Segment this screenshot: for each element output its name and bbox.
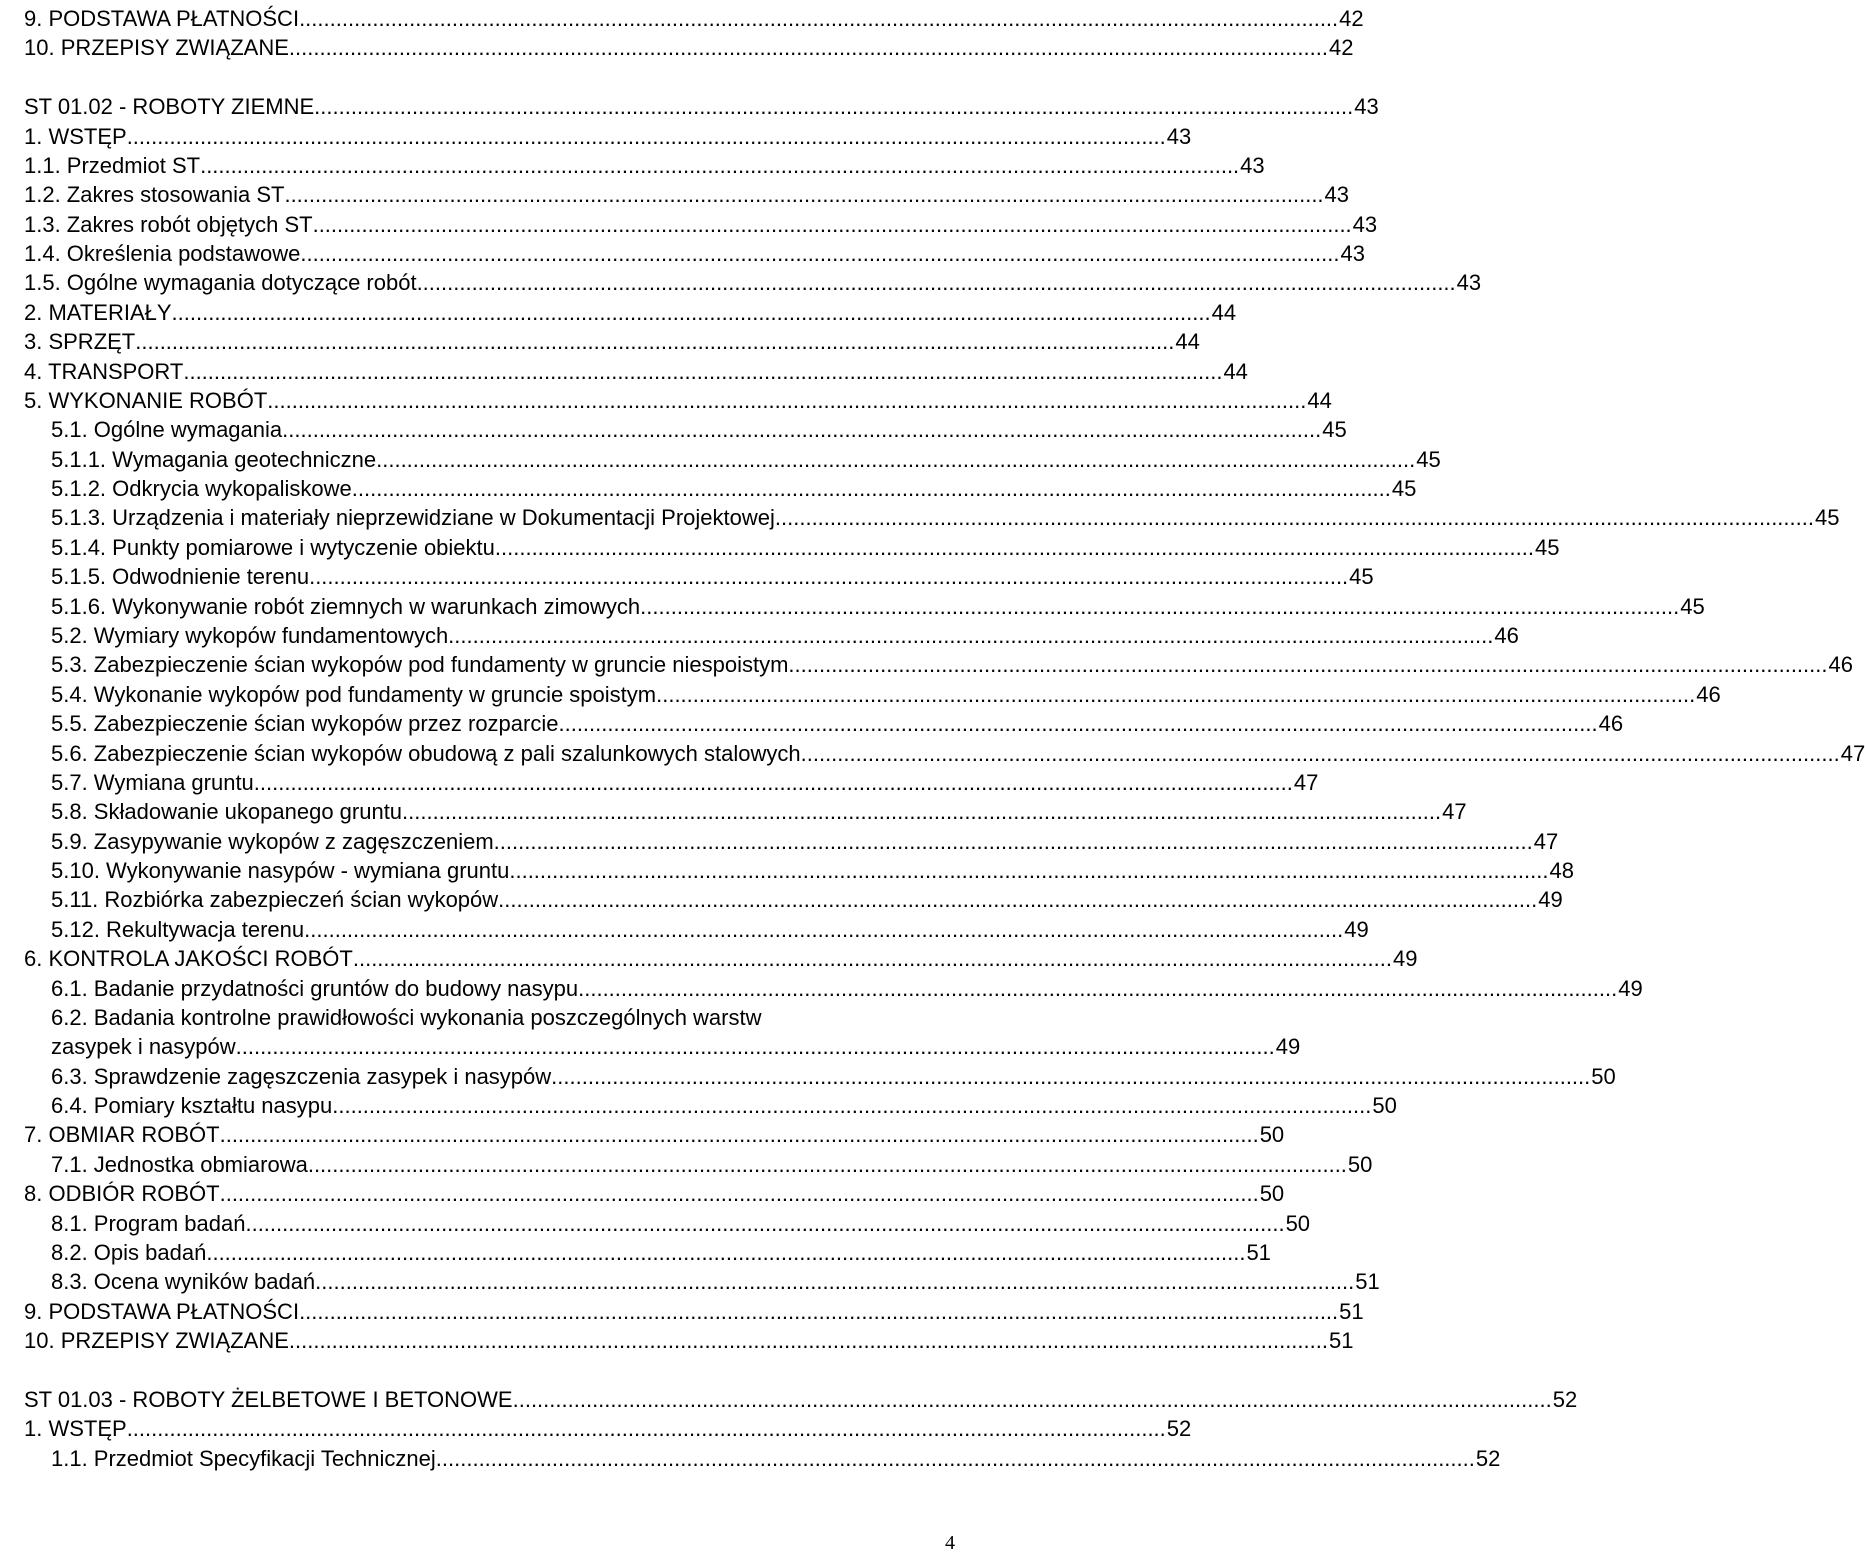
toc-entry-title: 7. OBMIAR ROBÓT [24, 1122, 220, 1148]
toc-entry-page: 49 [1392, 946, 1418, 972]
toc-entry-page: 50 [1591, 1063, 1616, 1089]
dot-leader: .......................................................................................................................................................................... [288, 1328, 1328, 1354]
dot-leader: .......................................................................................................................................................................... [454, 622, 1494, 648]
toc-entry-title: 5.1.6. Wykonywanie robót ziemnych w warunkach zimowych [51, 593, 641, 619]
toc-entry-page: 45 [1814, 505, 1840, 531]
toc-entry[interactable] [0, 239, 1365, 268]
dot-leader: .......................................................................................................................................................................... [376, 446, 1416, 472]
toc-entry-page: 43 [1352, 211, 1378, 237]
dot-leader: .......................................................................................................................................................................... [235, 1034, 1275, 1060]
toc-entry-title: 5.4. Wykonanie wykopów pod fundamenty w gruncie spoistym [51, 681, 657, 707]
toc-entry[interactable] [0, 621, 1519, 650]
toc-entry-page: 47 [1840, 740, 1865, 766]
toc-entry[interactable] [0, 1444, 1501, 1473]
toc-entry[interactable] [0, 650, 1853, 679]
dot-leader: .......................................................................................................................................................................... [498, 887, 1538, 913]
toc-entry[interactable] [0, 1414, 1192, 1443]
toc-entry[interactable] [0, 122, 1192, 151]
toc-entry[interactable] [0, 151, 1265, 180]
toc-entry-title: 9. PODSTAWA PŁATNOŚCI [24, 6, 300, 31]
toc-entry-title: 1.4. Określenia podstawowe [24, 241, 301, 267]
toc-entry[interactable] [0, 415, 1347, 444]
toc-entry-title: 1.5. Ogólne wymagania dotyczące robót [24, 270, 417, 296]
toc-entry-title: 1. WSTĘP [24, 123, 127, 149]
toc-entry-page: 46 [1598, 711, 1624, 737]
toc-entry-title: 10. PRZEPISY ZWIĄZANE [24, 35, 289, 61]
dot-leader: .......................................................................................................................................................................... [282, 417, 1322, 443]
toc-entry[interactable] [0, 768, 1319, 797]
toc-entry-page: 46 [1828, 652, 1853, 678]
toc-entry[interactable] [0, 92, 1379, 121]
dot-leader: .......................................................................................................................................................................... [126, 1416, 1166, 1442]
toc-entry-title: 4. TRANSPORT [24, 358, 184, 384]
dot-leader: .......................................................................................................................................................................... [656, 681, 1696, 707]
toc-entry[interactable] [0, 445, 1441, 474]
dot-leader: .......................................................................................................................................................................... [219, 1181, 1259, 1207]
toc-entry[interactable] [0, 1150, 1373, 1179]
dot-leader: .......................................................................................................................................................................... [315, 1269, 1355, 1295]
toc-entry-title-continued: zasypek i nasypów [51, 1034, 236, 1060]
toc-entry-title: 5.1. Ogólne wymagania [51, 417, 283, 443]
toc-entry-title: 1. WSTĘP [24, 1416, 127, 1442]
toc-entry-page: 45 [1391, 476, 1417, 502]
toc-entry-page: 45 [1534, 534, 1560, 560]
toc-entry[interactable] [0, 915, 1369, 944]
toc-entry[interactable] [0, 1238, 1271, 1267]
toc-entry-page: 43 [1456, 270, 1482, 296]
toc-entry[interactable] [0, 33, 1354, 62]
toc-entry-title: 10. PRZEPISY ZWIĄZANE [24, 1328, 289, 1354]
toc-entry-title: 5.9. Zasypywanie wykopów z zagęszczeniem [51, 828, 494, 854]
dot-leader: .......................................................................................................................................................................... [493, 828, 1533, 854]
dot-leader: .......................................................................................................................................................................... [126, 123, 1166, 149]
toc-entry[interactable] [0, 180, 1350, 209]
toc-entry-page: 51 [1328, 1328, 1354, 1354]
toc-entry-page: 50 [1372, 1093, 1397, 1119]
toc-entry[interactable] [0, 1003, 1301, 1060]
dot-leader: .......................................................................................................................................................................... [774, 505, 1814, 531]
toc-entry[interactable] [0, 1385, 1578, 1414]
toc-entry[interactable] [0, 739, 1865, 768]
dot-leader: .......................................................................................................................................................................... [200, 152, 1240, 178]
toc-entry-page: 49 [1618, 975, 1643, 1001]
toc-entry-title: 5.1.4. Punkty pomiarowe i wytyczenie obiektu [51, 534, 495, 560]
dot-leader: .......................................................................................................................................................................... [402, 799, 1442, 825]
toc-entry[interactable] [0, 797, 1467, 826]
toc-entry-page: 43 [1166, 123, 1192, 149]
toc-entry[interactable] [0, 357, 1248, 386]
dot-leader: .......................................................................................................................................................................... [300, 241, 1340, 267]
toc-entry-page: 46 [1696, 681, 1721, 707]
toc-entry-page: 52 [1166, 1416, 1192, 1442]
dot-leader: .......................................................................................................................................................................... [267, 387, 1307, 413]
toc-entry-page: 50 [1285, 1210, 1311, 1236]
toc-entry-page: 42 [1339, 6, 1364, 31]
toc-entry-title: ST 01.03 - ROBOTY ŻELBETOWE I BETONOWE [24, 1386, 513, 1412]
toc-entry-page: 50 [1259, 1122, 1285, 1148]
toc-entry-page: 47 [1533, 828, 1559, 854]
dot-leader: .......................................................................................................................................................................... [245, 1210, 1285, 1236]
toc-entry-title: 5.1.5. Odwodnienie terenu [51, 564, 310, 590]
toc-entry-title: 5.6. Zabezpieczenie ścian wykopów obudową z pali szalunkowych stalowych [51, 740, 801, 766]
toc-entry[interactable] [0, 503, 1840, 532]
toc-entry-page: 45 [1680, 593, 1705, 619]
dot-leader: .......................................................................................................................................................................... [304, 916, 1344, 942]
toc-entry-title: 8.1. Program badań [51, 1210, 246, 1236]
toc-entry-page: 49 [1538, 887, 1563, 913]
dot-leader: .......................................................................................................................................................................... [578, 975, 1618, 1001]
toc-entry[interactable] [0, 4, 1364, 33]
toc-entry[interactable] [0, 210, 1378, 239]
toc-entry[interactable] [0, 1326, 1354, 1355]
toc-entry-title: 2. MATERIAŁY [24, 299, 172, 325]
toc-entry-title: 5.3. Zabezpieczenie ścian wykopów pod fundamenty w gruncie niespoistym [51, 652, 789, 678]
toc-entry-title: 1.3. Zakres robót objętych ST [24, 211, 313, 237]
toc-entry[interactable] [0, 533, 1560, 562]
toc-entry[interactable] [0, 268, 1482, 297]
page-number: 4 [945, 1532, 955, 1554]
toc-entry[interactable] [0, 592, 1705, 621]
toc-entry-title: 5.1.3. Urządzenia i materiały nieprzewidziane w Dokumentacji Projektowej [51, 505, 775, 531]
dot-leader: .......................................................................................................................................................................... [171, 299, 1211, 325]
dot-leader: .......................................................................................................................................................................... [183, 358, 1223, 384]
toc-entry-page: 45 [1322, 417, 1347, 443]
toc-entry[interactable] [0, 1062, 1616, 1091]
toc-entry-title: 5.7. Wymiana gruntu [51, 769, 254, 795]
dot-leader: .......................................................................................................................................................................... [299, 6, 1339, 31]
toc-entry-page: 46 [1494, 622, 1519, 648]
dot-leader: .......................................................................................................................................................................... [253, 769, 1293, 795]
toc-entry-page: 44 [1307, 387, 1332, 413]
toc-entry-title: 6.4. Pomiary kształtu nasypu [51, 1093, 333, 1119]
toc-entry[interactable] [0, 1209, 1311, 1238]
toc-entry-title: 5. WYKONANIE ROBÓT [24, 387, 268, 413]
toc-entry-title: 9. PODSTAWA PŁATNOŚCI [24, 1298, 300, 1324]
toc-entry-page: 44 [1211, 299, 1237, 325]
toc-entry-page: 48 [1549, 858, 1574, 884]
toc-entry-page: 52 [1475, 1445, 1501, 1471]
toc-entry[interactable] [0, 1091, 1397, 1120]
dot-leader: .......................................................................................................................................................................... [288, 35, 1328, 61]
toc-entry[interactable] [0, 1297, 1364, 1326]
toc-entry-title: 7.1. Jednostka obmiarowa [51, 1151, 308, 1177]
toc-entry-page: 50 [1259, 1181, 1285, 1207]
toc-entry-title: 1.1. Przedmiot ST [24, 152, 201, 178]
dot-leader: .......................................................................................................................................................................... [352, 946, 1392, 972]
dot-leader: .......................................................................................................................................................................... [299, 1298, 1339, 1324]
toc-entry-page: 44 [1175, 329, 1200, 355]
dot-leader: .......................................................................................................................................................................... [219, 1122, 1259, 1148]
toc-entry[interactable] [0, 1120, 1285, 1149]
dot-leader: .......................................................................................................................................................................... [416, 270, 1456, 296]
toc-entry-title: 5.10. Wykonywanie nasypów - wymiana gruntu [51, 858, 510, 884]
toc-entry[interactable] [0, 474, 1417, 503]
toc-entry-page: 45 [1349, 564, 1374, 590]
toc-entry-page: 51 [1246, 1239, 1271, 1265]
toc-entry[interactable] [0, 974, 1643, 1003]
toc-entry-title: 5.8. Składowanie ukopanego gruntu [51, 799, 403, 825]
toc-entry-title: ST 01.02 - ROBOTY ZIEMNE [24, 94, 315, 120]
toc-entry[interactable] [0, 856, 1574, 885]
dot-leader: .......................................................................................................................................................................... [509, 858, 1549, 884]
dot-leader: .......................................................................................................................................................................... [206, 1239, 1246, 1265]
toc-entry-title: 5.1.2. Odkrycia wykopaliskowe [51, 476, 352, 502]
dot-leader: .......................................................................................................................................................................... [309, 564, 1349, 590]
dot-leader: .......................................................................................................................................................................... [494, 534, 1534, 560]
toc-entry-page: 43 [1340, 241, 1365, 267]
toc-entry[interactable] [0, 298, 1237, 327]
toc-entry-title: 8.2. Opis badań [51, 1239, 207, 1265]
toc-entry-title: 8.3. Ocena wyników badań [51, 1269, 316, 1295]
toc-entry-page: 43 [1324, 182, 1350, 208]
toc-entry-title: 5.2. Wymiary wykopów fundamentowych. [51, 622, 455, 648]
dot-leader: .......................................................................................................................................................................... [351, 476, 1391, 502]
toc-entry-page: 49 [1275, 1034, 1301, 1060]
toc-entry-page: 50 [1347, 1151, 1373, 1177]
toc-entry-page: 44 [1223, 358, 1248, 384]
toc-entry[interactable] [0, 386, 1332, 415]
toc-entry-page: 43 [1240, 152, 1265, 178]
toc-entry-page: 47 [1442, 799, 1467, 825]
toc-entry[interactable] [0, 1267, 1380, 1296]
dot-leader: .......................................................................................................................................................................... [312, 211, 1352, 237]
toc-entry-title: 6.2. Badania kontrolne prawidłowości wykonania poszczególnych warstw [51, 1004, 762, 1030]
toc-entry-title: 6.3. Sprawdzenie zagęszczenia zasypek i nasypów [51, 1063, 552, 1089]
toc-entry[interactable] [0, 562, 1374, 591]
toc-entry-page: 51 [1355, 1269, 1380, 1295]
dot-leader: .......................................................................................................................................................................... [788, 652, 1828, 678]
toc-entry-title: 1.2. Zakres stosowania ST [24, 182, 285, 208]
dot-leader: .......................................................................................................................................................................... [307, 1151, 1347, 1177]
toc-entry[interactable] [0, 1179, 1285, 1208]
toc-entry-page: 51 [1339, 1298, 1364, 1324]
dot-leader: .......................................................................................................................................................................... [435, 1445, 1475, 1471]
toc-entry-title: 8. ODBIÓR ROBÓT [24, 1181, 220, 1207]
dot-leader: .......................................................................................................................................................................... [135, 329, 1175, 355]
dot-leader: .......................................................................................................................................................................... [551, 1063, 1591, 1089]
dot-leader: .......................................................................................................................................................................... [314, 94, 1354, 120]
dot-leader: .......................................................................................................................................................................... [332, 1093, 1372, 1119]
toc-entry-title: 5.5. Zabezpieczenie ścian wykopów przez rozparcie [51, 711, 559, 737]
toc-entry[interactable] [0, 827, 1559, 856]
dot-leader: .......................................................................................................................................................................... [284, 182, 1324, 208]
toc-entry-page: 45 [1416, 446, 1441, 472]
toc-entry[interactable] [0, 885, 1563, 914]
toc-entry-page: 49 [1344, 916, 1369, 942]
toc-entry-title: 6. KONTROLA JAKOŚCI ROBÓT [24, 946, 353, 972]
toc-entry-title: 6.1. Badanie przydatności gruntów do budowy nasypu [51, 975, 579, 1001]
toc-entry[interactable] [0, 680, 1721, 709]
toc-entry[interactable] [0, 709, 1624, 738]
toc-entry-page: 43 [1354, 94, 1379, 120]
toc-entry[interactable] [0, 944, 1418, 973]
toc-entry-page: 47 [1293, 769, 1319, 795]
toc-entry-title: 5.12. Rekultywacja terenu [51, 916, 305, 942]
toc-entry-title: 1.1. Przedmiot Specyfikacji Technicznej [51, 1445, 436, 1471]
toc-entry-title: 5.11. Rozbiórka zabezpieczeń ścian wykopów [51, 887, 499, 913]
dot-leader: .......................................................................................................................................................................... [640, 593, 1680, 619]
toc-entry-title: 5.1.1. Wymagania geotechniczne [51, 446, 377, 472]
dot-leader: .......................................................................................................................................................................... [512, 1386, 1552, 1412]
dot-leader: .......................................................................................................................................................................... [800, 740, 1840, 766]
toc-entry-title: 3. SPRZĘT [24, 329, 136, 355]
toc-entry[interactable] [0, 327, 1200, 356]
dot-leader: .......................................................................................................................................................................... [558, 711, 1598, 737]
toc-entry-page: 52 [1552, 1386, 1578, 1412]
toc-entry-page: 42 [1328, 35, 1354, 61]
